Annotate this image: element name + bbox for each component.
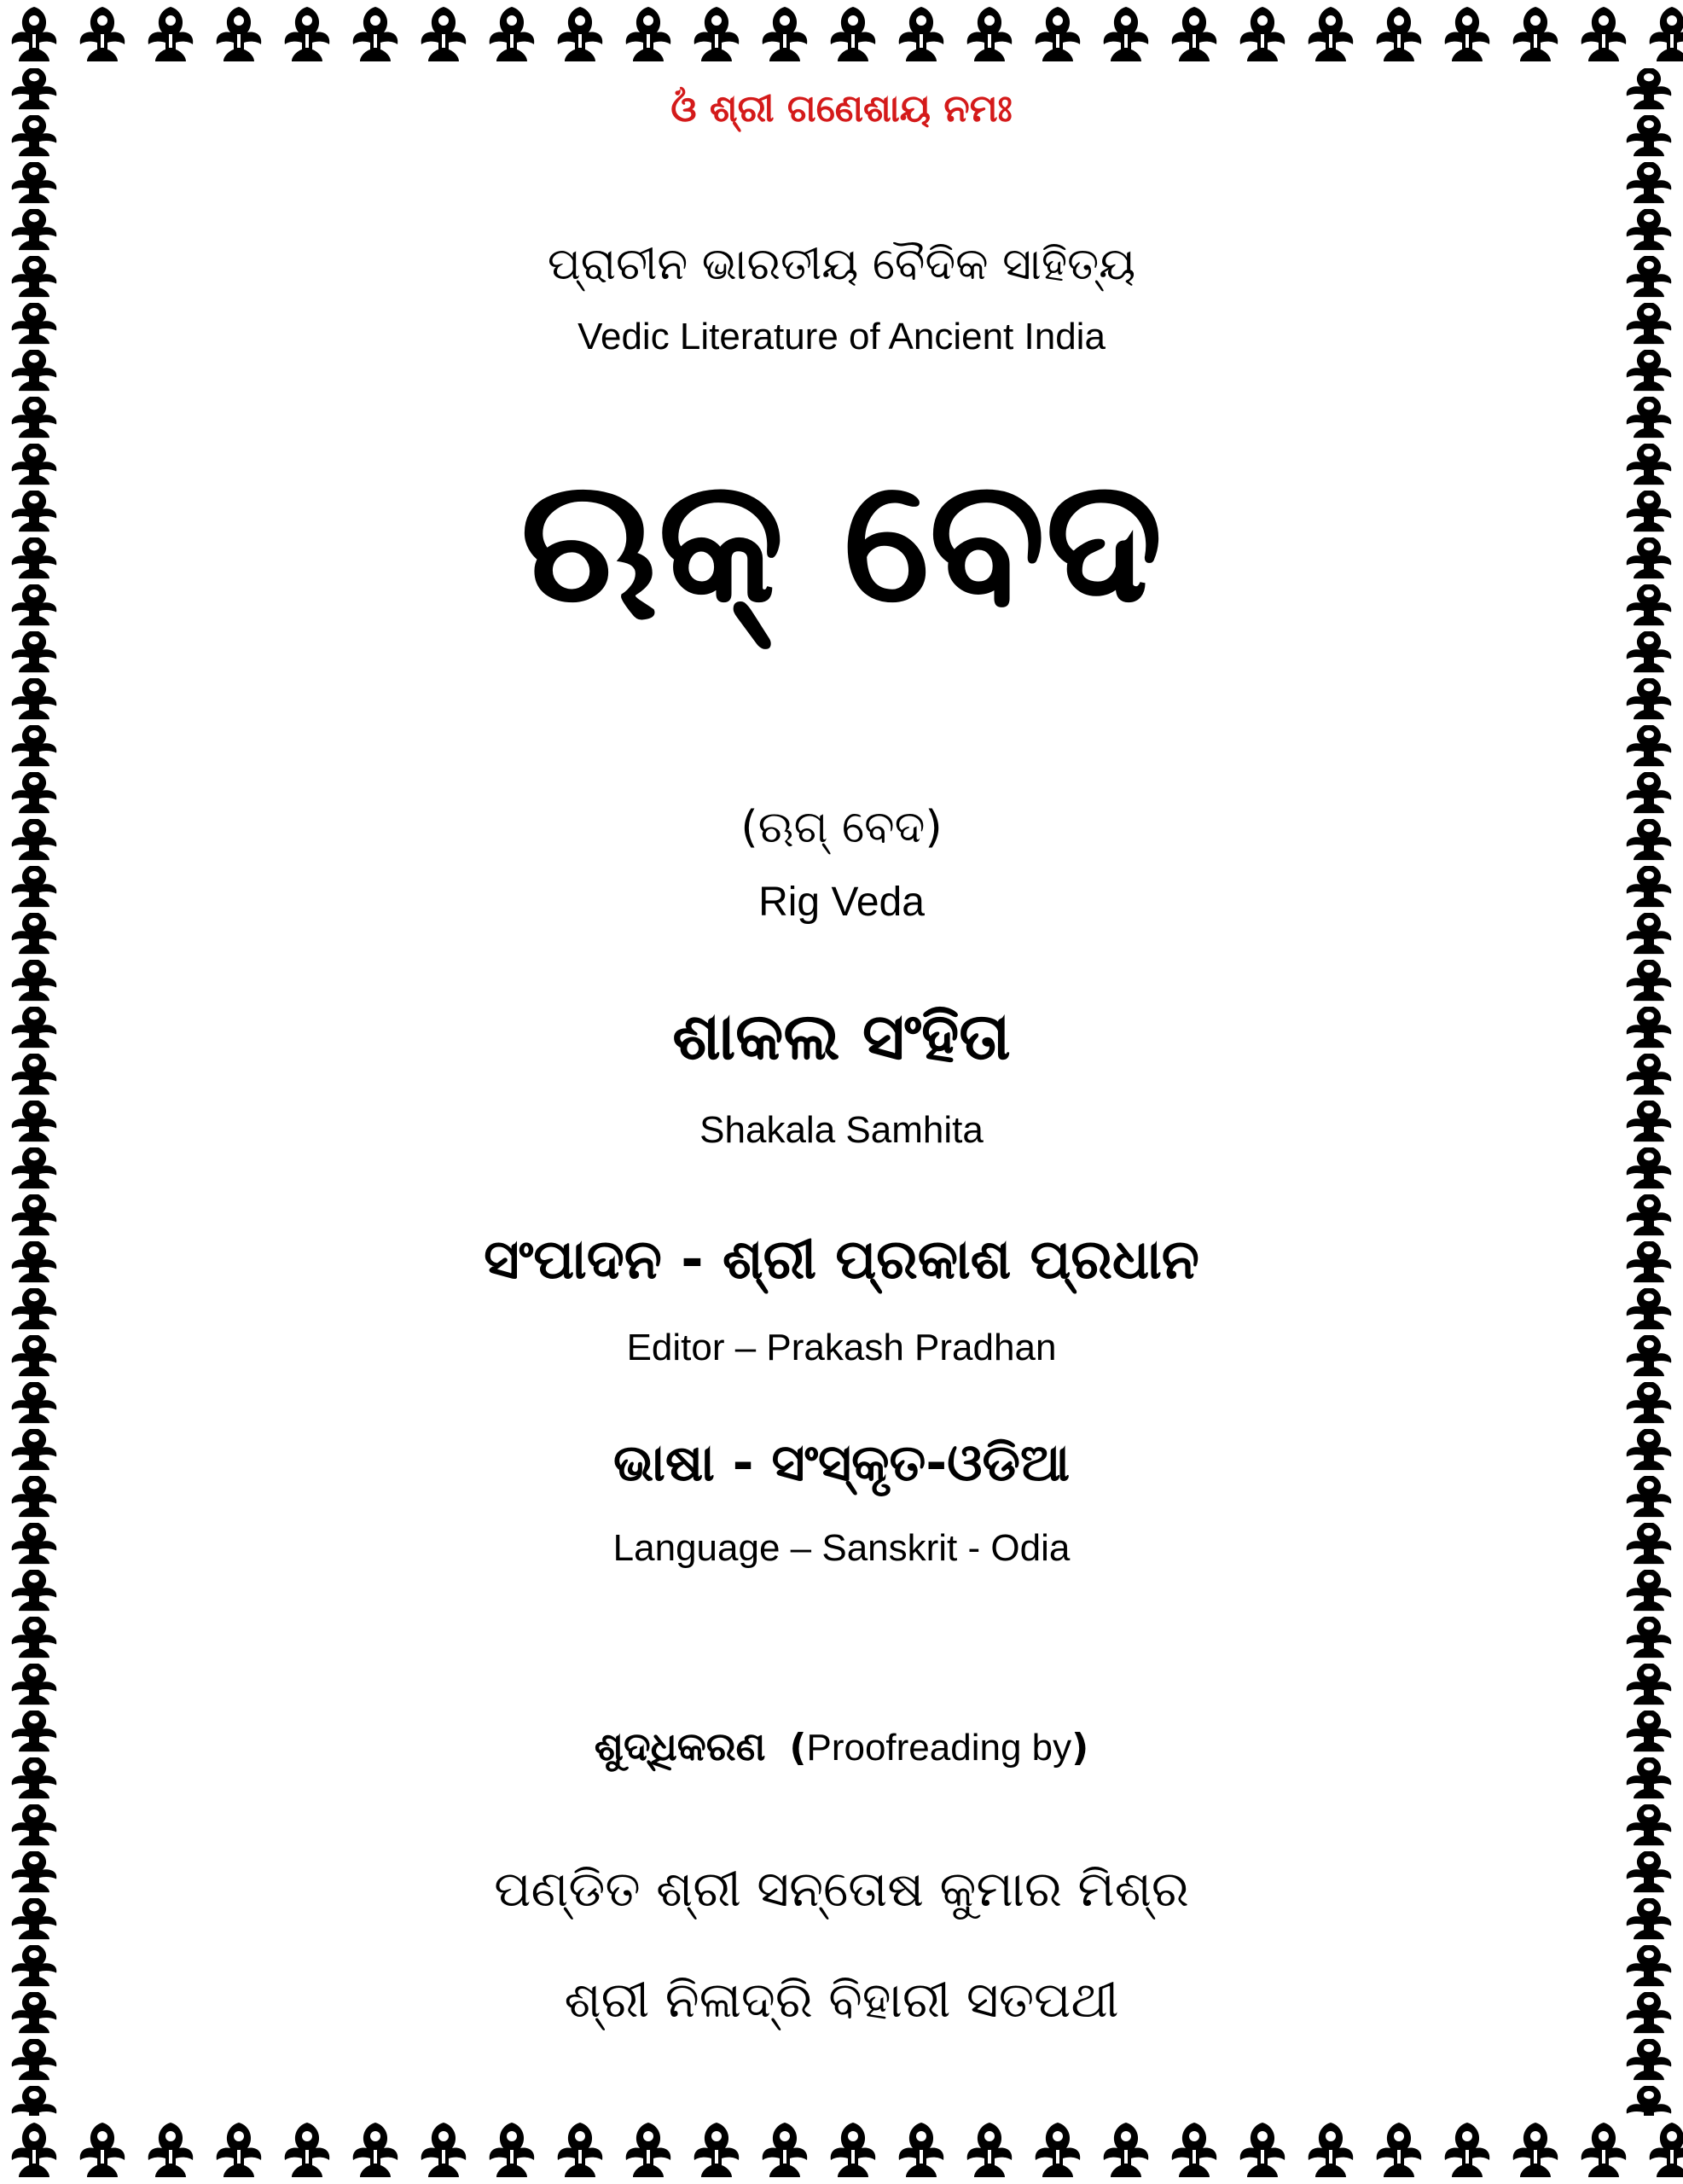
- literature-title-odia: ପ୍ରାଚୀନ ଭାରତୀୟ ବୈଦିକ ସାହିତ୍ୟ: [547, 239, 1136, 290]
- samhita-english: Shakala Samhita: [699, 1109, 984, 1151]
- rig-veda-odia: (ଋଗ୍ ବେଦ): [740, 802, 943, 853]
- samhita-odia: ଶାକଲ ସଂହିତା: [672, 998, 1011, 1074]
- main-title: ଋକ୍ ବେଦ: [519, 442, 1164, 641]
- floral-border-bottom: [0, 2116, 1683, 2184]
- proofreader-2: ଶ୍ରୀ ନିଳାଦ୍ରି ବିହାରୀ ସତପଥୀ: [564, 1971, 1119, 2029]
- language-odia: ଭାଷା - ସଂସ୍କୃତ-ଓଡିଆ: [612, 1433, 1071, 1493]
- floral-border-right: [1615, 68, 1683, 2116]
- invocation-text: ଓଁ ଶ୍ରୀ ଗଣେଶାୟ ନମଃ: [670, 87, 1013, 131]
- proofreading-label-english: Proofreading by: [806, 1727, 1072, 1769]
- proofreader-1: ପଣ୍ଡିତ ଶ୍ରୀ ସନ୍ତୋଷ କୁମାର ମିଶ୍ର: [494, 1860, 1189, 1918]
- editor-odia: ସଂପାଦନ - ଶ୍ରୀ ପ୍ରକାଶ ପ୍ରଧାନ: [484, 1228, 1199, 1292]
- literature-title-english: Vedic Literature of Ancient India: [577, 316, 1106, 357]
- proofreading-label-odia: ଶୁଦ୍ଧିକରଣ: [594, 1723, 766, 1769]
- proofreading-heading: ଶୁଦ୍ଧିକରଣ (Proofreading by): [594, 1723, 1089, 1769]
- rig-veda-english: Rig Veda: [758, 880, 925, 925]
- cover-content: [119, 68, 1564, 2116]
- editor-english: Editor – Prakash Pradhan: [626, 1327, 1057, 1368]
- language-english: Language – Sanskrit - Odia: [612, 1527, 1071, 1569]
- floral-border-left: [0, 68, 68, 2116]
- floral-border-top: [0, 0, 1683, 68]
